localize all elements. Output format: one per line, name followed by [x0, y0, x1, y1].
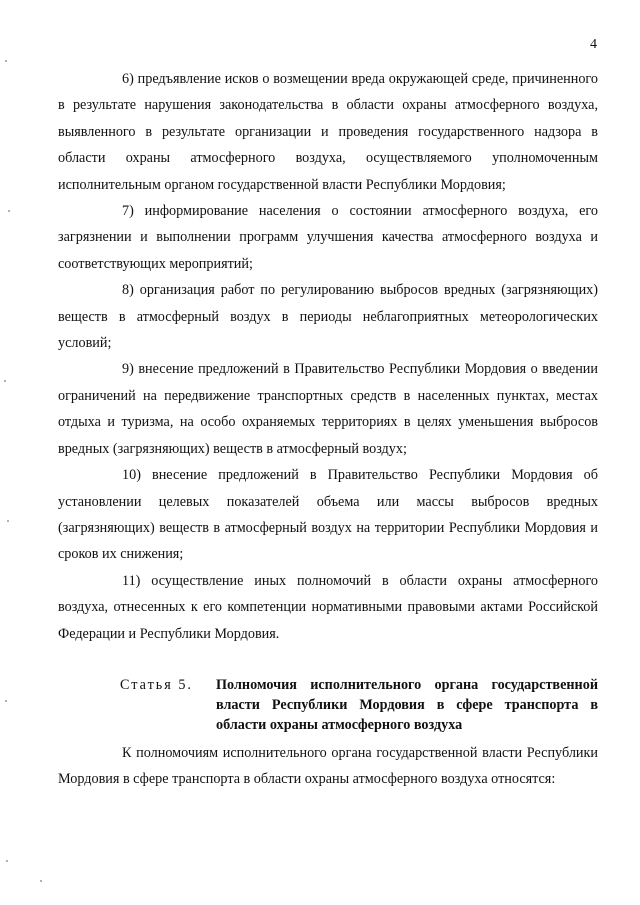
paragraph-item-6: 6) предъявление исков о возмещении вреда окружающей среде, причиненного в результате нарушения законодательства в области охраны атмосферного воздуха, выявленного в результате организации и проведения государственного надзора в области охраны атмосферного воздуха, осуществляемого уполномоченным исполнительным органом государственной власти Республики Мордовия;: [58, 71, 598, 193]
document-body: [58, 66, 598, 647]
page-number: 4: [590, 37, 597, 52]
article-intro: [58, 740, 598, 793]
article-title: Полномочия исполнительного органа государственной власти Республики Мордовия в сфере транспорта в области охраны атмосферного воздуха: [216, 677, 598, 733]
article-label: Статья 5.: [120, 677, 193, 693]
paragraph-item-9: 9) внесение предложений в Правительство Республики Мордовия о введении ограничений на передвижение транспортных средств в населенных пунктах, местах отдыха и туризма, на особо охраняемых территориях в целях уменьшения выбросов вредных (загрязняющих) веществ в атмосферный воздух;: [58, 361, 598, 457]
paragraph-item-8: 8) организация работ по регулированию выбросов вредных (загрязняющих) веществ в атмосферный воздух в периоды неблагоприятных метеорологических условий;: [58, 282, 598, 352]
paragraph-item-10: 10) внесение предложений в Правительство Республики Мордовия об установлении целевых показателей объема или массы выбросов вредных (загрязняющих) веществ в атмосферный воздух на территории Республики Мордовия и сроков их снижения;: [58, 467, 598, 563]
article-heading: [120, 675, 598, 735]
article-intro-paragraph: К полномочиям исполнительного органа государственной власти Республики Мордовия в сфере транспорта в области охраны атмосферного воздуха относятся:: [58, 745, 598, 788]
paragraph-item-7: 7) информирование населения о состоянии атмосферного воздуха, его загрязнении и выполнении программ улучшения качества атмосферного воздуха и соответствующих мероприятий;: [58, 203, 598, 272]
paragraph-item-11: 11) осуществление иных полномочий в области охраны атмосферного воздуха, отнесенных к его компетенции нормативными правовыми актами Российской Федерации и Республики Мордовия.: [58, 572, 598, 642]
